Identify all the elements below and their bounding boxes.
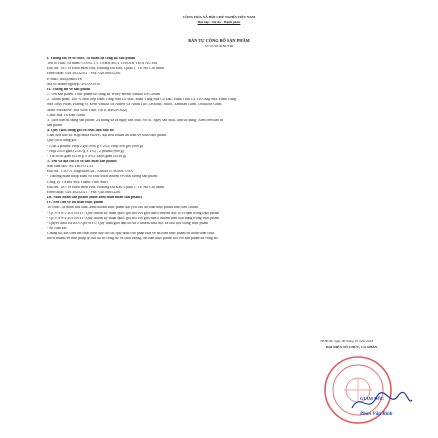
section-heading: I. Thông tin về tổ chức, cá nhân tự công bố sản phẩm <box>47 57 136 60</box>
body-line: E-mail: info@nutri.vn <box>47 77 82 81</box>
body-line: Mã số doanh nghiệp: 0313331818 <box>47 82 101 86</box>
body-line: Sữa Thủy Phân, Hương Vị Kem Vanilla Tự Nhiên Và Nhân Tạo, Lecithin, Muối, Xanthan Gum, Cellulose Gum, <box>47 103 223 107</box>
representative-label: ĐẠI DIỆN TỔ CHỨC, CÁ NHÂN <box>326 345 378 349</box>
body-line: Muối Sucralose, Bột Acid Thực Vật (Ca(H2PO4)2) <box>47 108 128 112</box>
section-heading: IV. Yêu cầu về an toàn thực phẩm <box>47 201 104 205</box>
body-line: 3. Thời hạn sử dụng sản phẩm: 24 tháng kể từ ngày sản xuất. Số lô, Ngày sản xuất, hạn sử dụng: Xem trên bao bì <box>47 118 224 122</box>
body-line: Chứa Sữa Và Đậu Nành <box>47 113 85 117</box>
body-line: sản phẩm <box>47 123 62 127</box>
section-heading: 4. Quy cách đóng gói và chất liệu bao bì: <box>47 129 115 133</box>
body-line: Chất liệu bao bì: Hộp nhựa HDPE, đạt tiêu chuẩn an toàn vệ sinh thực phẩm. <box>47 134 167 138</box>
place-date: TP.HCM, ngày 06 tháng 07 năm 2018 <box>320 339 374 343</box>
document-number: Số: 01/2018/NUTRI <box>204 44 234 48</box>
body-line: Địa chỉ: 187/19 Điện Biên Phủ, Phường Đa Kao, Quận 1, TP. Hồ Chí Minh <box>47 67 165 71</box>
body-line: - Hộp 2310 gam (2310 g ± 2%) ; 2 pound (908 g) <box>47 149 124 153</box>
body-line: - QCVN 8-1:2011/BYT: Quy chuẩn kỹ thuật quốc gia đối với giới hạn ô nhiễm độc tố vi nấm trong thực phẩm <box>47 211 219 215</box>
body-line: Tên tổ chức, cá nhân: CÔNG TY TNHH MỘT THÀNH VIÊN NUTRI <box>47 62 158 66</box>
body-line: Địa chỉ: 187/19 Điện Biên Phủ, Phường Đa Kao, Quận 1, TP. Hồ Chí Minh <box>47 185 165 189</box>
body-line: 2. Thành phần: 100 % Hỗn hợp Đạm Váng Sữa Cô Đặc, Đạm Váng Sữa Cô Đặc, Đạm Tách Ly Từ Váng Sữa, Đạm Váng <box>47 98 236 102</box>
body-line: Điện thoại: 028.38232311 / Fax: 028.66652281 <box>47 190 121 194</box>
body-line: - QCVN 8-2:2011/BYT: Quy chuẩn kỹ thuật quốc gia đối với giới hạn ô nhiễm kim loại nặng trong thực phẩm <box>47 216 220 220</box>
body-line: trách nhiệm về tính pháp lý của hồ sơ công bố và chất lượng, an toàn thực phẩm đối với sản phẩm đã công bố. <box>47 237 219 241</box>
section-heading: 5. Tên và địa chỉ cơ sở sản xuất sản phẩm: <box>47 160 118 163</box>
body-line: Tổ chức, cá nhân sản xuất, kinh doanh thực phẩm đạt yêu cầu an toàn thực phẩm theo tiêu chuẩn: <box>47 206 199 210</box>
body-line: Quy cách đóng gói: <box>47 139 78 143</box>
body-line: Sản xuất bởi: NUTRIVO LLC <box>47 165 95 169</box>
national-header: CỘNG HÒA XÃ HỘI CHỦ NGHĨA VIỆT NAM <box>182 15 256 19</box>
document-title: BẢN TỰ CÔNG BỐ SẢN PHẨM <box>188 38 250 43</box>
body-line: Điện thoại: 028.38232311 / Fax: 028.66652281 <box>47 72 121 76</box>
motto: Độc lập - Tự do - Hạnh phúc <box>197 20 241 24</box>
body-line: - Quyết định 46/2007/QĐ-BYT: Quy định giới hạn tối đa ô nhiễm sinh học và hóa học trong thực phẩm <box>47 221 209 225</box>
body-line: - Túi 4536 gam (4536 g ± 2%); 4488 gam (4536 g) <box>47 154 127 158</box>
signer-role: GIÁM ĐỐC <box>360 396 385 401</box>
body-line: - Thương nhân nhập khẩu và chịu trách nhiệm về chất lượng sản phẩm: <box>47 175 159 179</box>
section-heading: III. Mẫu nhãn sản phẩm (đính kèm mẫu nhãn sản phẩm) <box>47 196 142 200</box>
body-line: Công Ty TNHH Một Thành Viên Nutri <box>47 180 108 184</box>
section-heading: II. Thông tin về sản phẩm <box>47 87 90 91</box>
body-line: - Loại 2 pound: Hộp 2 gói (908 g ± 2%); Hộp 908 gói (908 g) <box>47 144 144 148</box>
signer-name: Phan Văn Bình <box>360 412 393 417</box>
body-line: Địa chỉ: 1785 N. Edgelawn Dr., Aurora IL 60506, USA <box>47 170 133 174</box>
body-line: Chúng tôi xin cam kết thực hiện đầy đủ các quy định của pháp luật về an toàn thực phẩm và hoàn toàn chịu <box>47 232 215 236</box>
body-line: 1. Tên sản phẩm: Thực phẩm bổ sung RI Whey Blend Vanilla Ice Cream <box>47 93 160 97</box>
body-line: - Số cam kết <box>47 226 67 230</box>
